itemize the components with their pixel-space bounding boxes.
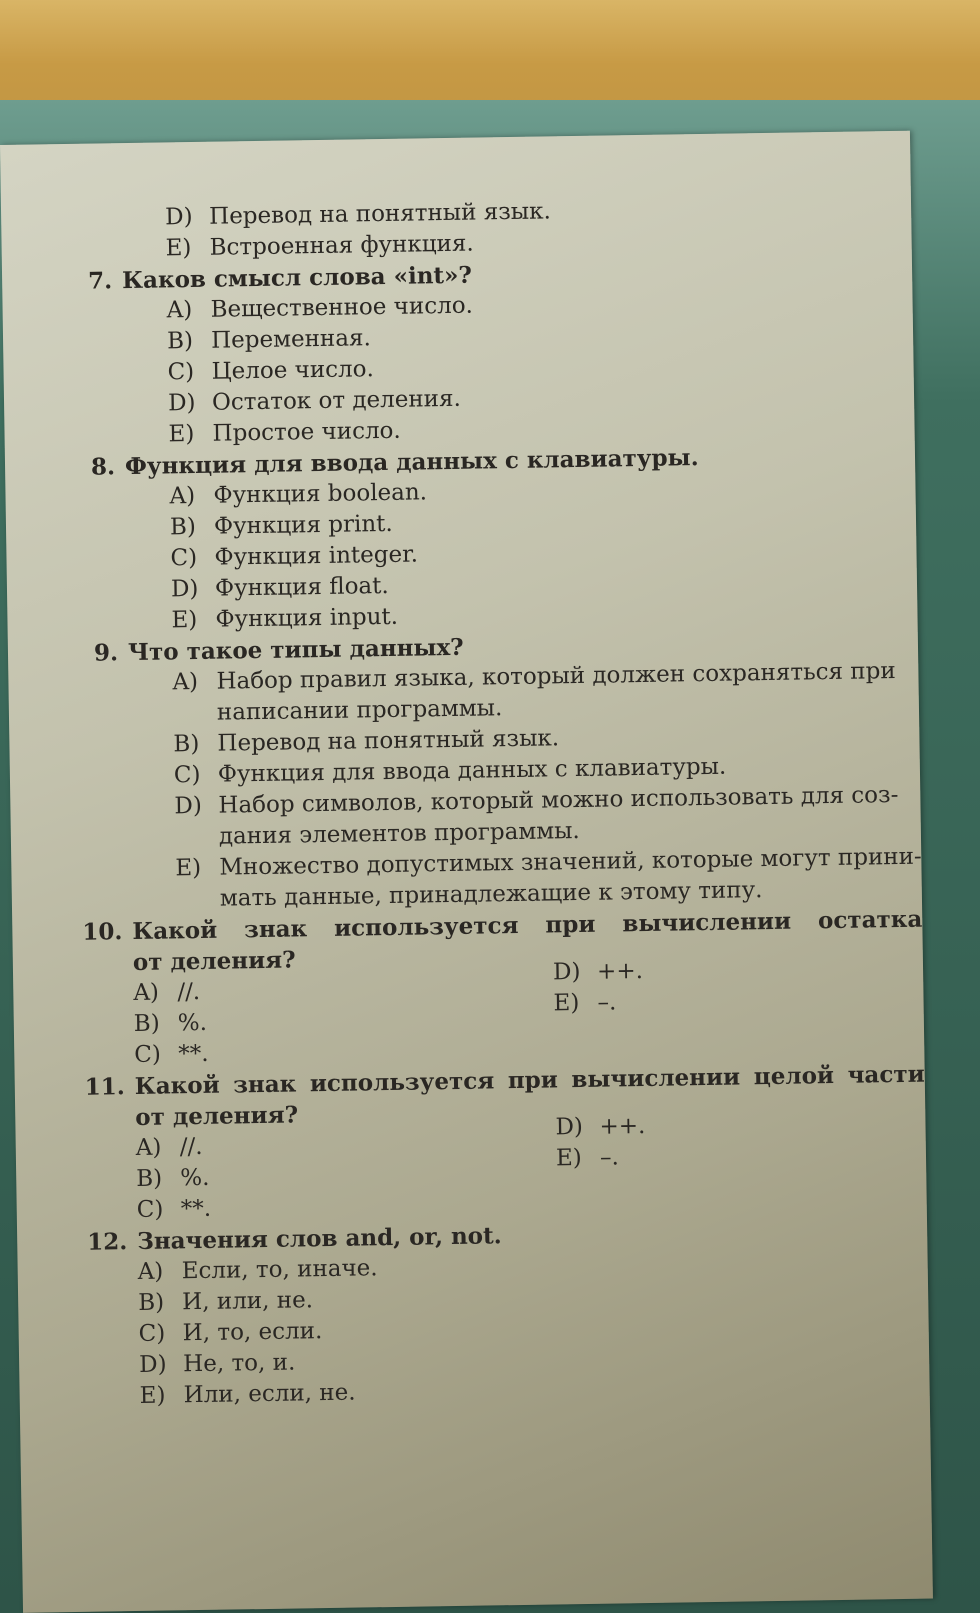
option-letter: E) xyxy=(171,606,198,634)
option-line xyxy=(553,956,643,988)
option-letter: D) xyxy=(167,389,196,417)
option-letter: B) xyxy=(169,513,197,541)
option-letter: B) xyxy=(136,1165,163,1192)
option-letter: B) xyxy=(133,1010,160,1038)
option-text: Или, если, не. xyxy=(183,1379,356,1409)
option-line xyxy=(553,987,643,1019)
option-letter: C) xyxy=(170,544,198,572)
question-number: 8. xyxy=(90,453,116,481)
option-text: Если, то, иначе. xyxy=(181,1255,378,1285)
option-text: Функция для ввода данных с клавиатуры. xyxy=(217,753,727,788)
question-word: знак xyxy=(243,915,308,944)
question-word: используется xyxy=(333,911,519,942)
option-letter: E) xyxy=(553,990,580,1017)
option-text: **. xyxy=(178,1040,209,1068)
option-text: Множество допустимых значений, которые могут прини- xyxy=(219,843,922,881)
option-text: Целое число. xyxy=(211,356,375,385)
question-text: от деления? xyxy=(135,1101,299,1131)
option-text: //. xyxy=(179,1133,203,1161)
question-number: 11. xyxy=(84,1073,126,1101)
question-word: Какой xyxy=(134,1071,220,1100)
option-text: И, то, если. xyxy=(182,1318,323,1347)
option-letter: D) xyxy=(138,1351,167,1378)
option-text: –. xyxy=(599,1144,619,1171)
question-number: 10. xyxy=(82,918,123,946)
question-word: целой xyxy=(753,1062,835,1091)
option-letter: D) xyxy=(174,792,203,820)
option-text: %. xyxy=(177,1009,208,1037)
option-text: Остаток от деления. xyxy=(211,385,462,416)
page-content xyxy=(61,191,930,1413)
option-letter: A) xyxy=(133,979,160,1007)
option-letter: C) xyxy=(138,1320,166,1347)
option-text: Перевод на понятный язык. xyxy=(208,198,552,230)
option-text: –. xyxy=(597,989,617,1016)
question-word: вычислении xyxy=(571,1063,741,1094)
option-letter: E) xyxy=(165,235,192,262)
question-word: вычислении xyxy=(622,907,792,938)
option-letter: C) xyxy=(173,761,201,789)
option-text: Перевод на понятный язык. xyxy=(217,725,560,757)
option-letter: E) xyxy=(139,1382,166,1409)
option-letter: A) xyxy=(166,297,193,324)
option-letter: E) xyxy=(175,854,202,882)
option-text: Переменная. xyxy=(210,325,371,354)
option-text: мать данные, принадлежащие к этому типу. xyxy=(219,877,763,912)
option-text: Функция integer. xyxy=(214,541,419,571)
question-number: 12. xyxy=(87,1228,128,1256)
question-word: Какой xyxy=(132,916,218,946)
options-right-column xyxy=(553,956,644,1019)
question-word: используется xyxy=(309,1067,495,1098)
option-letter: C) xyxy=(134,1041,162,1069)
option-line xyxy=(556,1142,646,1174)
option-text: Набор правил языка, который должен сохраняться при xyxy=(216,657,896,695)
option-text: Функция boolean. xyxy=(213,479,428,509)
option-text: Встроенная функция. xyxy=(209,230,474,261)
option-text: //. xyxy=(177,978,201,1006)
options-right-column xyxy=(555,1111,646,1174)
option-text: %. xyxy=(180,1164,210,1192)
option-letter: A) xyxy=(135,1134,162,1161)
option-text: ++. xyxy=(596,958,644,985)
option-text: Простое число. xyxy=(212,417,401,447)
option-text: Не, то, и. xyxy=(182,1349,296,1378)
question-text: Функция для ввода данных с клавиатуры. xyxy=(124,444,699,481)
option-letter: B) xyxy=(166,327,194,355)
question-word: при xyxy=(507,1066,559,1095)
option-letter: A) xyxy=(169,482,196,510)
option-text: написании программы. xyxy=(216,695,503,726)
option-text: ++. xyxy=(599,1112,646,1140)
option-text: И, или, не. xyxy=(181,1287,314,1316)
question-text: Что такое типы данных? xyxy=(127,633,464,667)
option-text: Функция print. xyxy=(213,510,393,540)
question-word: части xyxy=(847,1060,925,1089)
question-word: знак xyxy=(233,1070,297,1099)
option-text: дания элементов программы. xyxy=(218,817,580,850)
option-text: **. xyxy=(180,1195,212,1223)
option-letter: C) xyxy=(167,358,195,386)
option-letter: D) xyxy=(164,203,193,231)
question-number: 7. xyxy=(87,267,113,295)
option-letter: D) xyxy=(552,958,581,986)
option-text: Функция float. xyxy=(214,572,389,602)
option-text: Функция input. xyxy=(215,603,399,633)
option-letter: E) xyxy=(168,420,195,448)
option-letter: C) xyxy=(136,1196,164,1223)
option-letter: E) xyxy=(555,1144,582,1172)
option-letter: D) xyxy=(555,1113,584,1141)
option-letter: B) xyxy=(173,730,200,758)
question-text: от деления? xyxy=(132,946,296,977)
option-letter: A) xyxy=(137,1258,164,1285)
question-word: при xyxy=(545,910,596,939)
question-number: 9. xyxy=(93,639,119,667)
option-line xyxy=(555,1111,645,1143)
question-text: Каков смысл слова «int»? xyxy=(121,261,473,295)
option-text: Вещественное число. xyxy=(210,292,474,323)
option-letter: D) xyxy=(170,575,199,603)
question-word: остатка xyxy=(817,905,923,935)
option-letter: A) xyxy=(172,668,199,696)
question-text: Значения слов and, or, not. xyxy=(137,1222,502,1255)
option-letter: B) xyxy=(138,1289,165,1316)
option-text: Набор символов, который можно использовать для соз- xyxy=(218,781,899,819)
textbook-page xyxy=(0,131,933,1613)
